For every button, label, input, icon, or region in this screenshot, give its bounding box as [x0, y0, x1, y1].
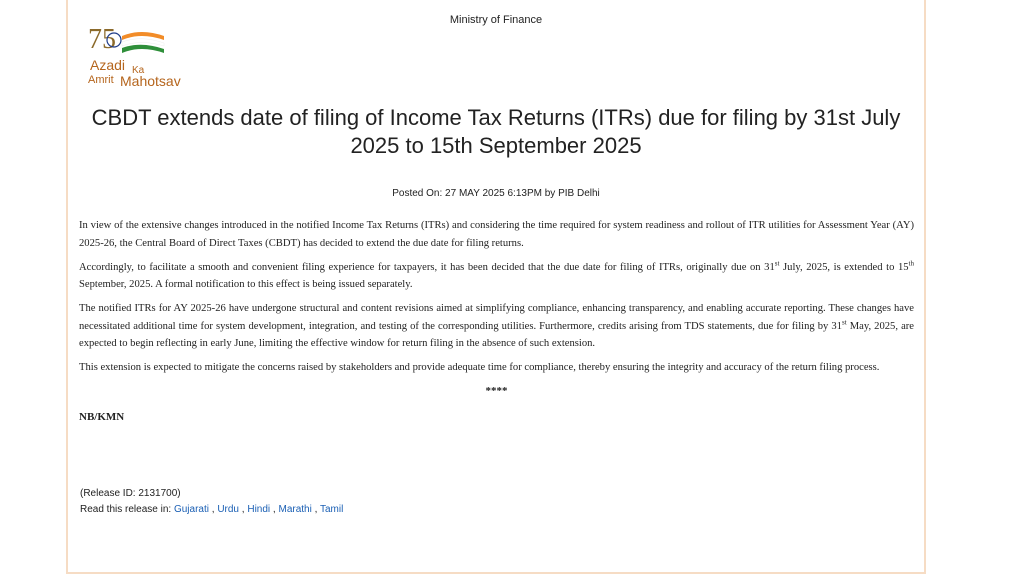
press-release-body [79, 217, 914, 426]
paragraph-1: In view of the extensive changes introduced in the notified Income Tax Returns (ITRs) and considering the time required for system readiness and rollout of ITR utilities for Assessment Year (AY) 2025-26, the Central Board of Direct Taxes (CBDT) has decided to extend the due date for filing returns. [79, 220, 914, 249]
paragraph-3: The notified ITRs for AY 2025-26 have undergone structural and content revisions aimed at simplifying compliance, enhancing transparency, and enabling accurate reporting. These changes have necessitated additional time for system development, integration, and testing of the corresponding utilities. Furthermore, credits arising from TDS statements, due for filing by 31st May, 2025, are expected to begin reflecting in early June, limiting the effective window for return filing in the absence of such extension. [79, 303, 914, 349]
press-release-frame [66, 0, 926, 574]
language-link-gujarati[interactable]: Gujarati [173, 504, 209, 515]
language-links: Read this release in: Gujarati , Urdu , Hindi , Marathi , Tamil [80, 504, 344, 515]
paragraph-2: Accordingly, to facilitate a smooth and convenient filing experience for taxpayers, it has been decided that the due date for filing of ITRs, originally due on 31st July, 2025, is extended to 15th September, 2025. A formal notification to this effect is being issued separately. [79, 258, 914, 290]
press-release-title: CBDT extends date of filing of Income Tax Returns (ITRs) due for filing by 31st July 2025 to 15th September 2025 [91, 105, 901, 158]
separator-stars: **** [485, 385, 508, 397]
ministry-name: Ministry of Finance [449, 14, 543, 26]
svg-text:Ka: Ka [132, 65, 145, 76]
svg-text:Azadi: Azadi [90, 57, 126, 73]
svg-text:Mahotsav: Mahotsav [120, 73, 181, 89]
release-id: (Release ID: 2131700) [80, 488, 181, 499]
posted-on: Posted On: 27 MAY 2025 6:13PM by PIB Delhi [392, 188, 600, 199]
language-link-hindi[interactable]: Hindi [247, 504, 271, 515]
read-label: Read this release in: [80, 504, 174, 515]
svg-text:Amrit: Amrit [88, 74, 114, 86]
signature: NB/KMN [79, 410, 125, 423]
release-info [80, 486, 343, 518]
language-link-urdu[interactable]: Urdu [217, 504, 239, 515]
language-link-tamil[interactable]: Tamil [320, 504, 344, 515]
azadi-ka-amrit-mahotsav-logo [86, 22, 196, 92]
language-link-marathi[interactable]: Marathi [278, 504, 312, 515]
svg-text:75: 75 [88, 24, 116, 55]
paragraph-4: This extension is expected to mitigate the concerns raised by stakeholders and provide adequate time for compliance, thereby ensuring the integrity and accuracy of the return filing process. [79, 362, 880, 373]
